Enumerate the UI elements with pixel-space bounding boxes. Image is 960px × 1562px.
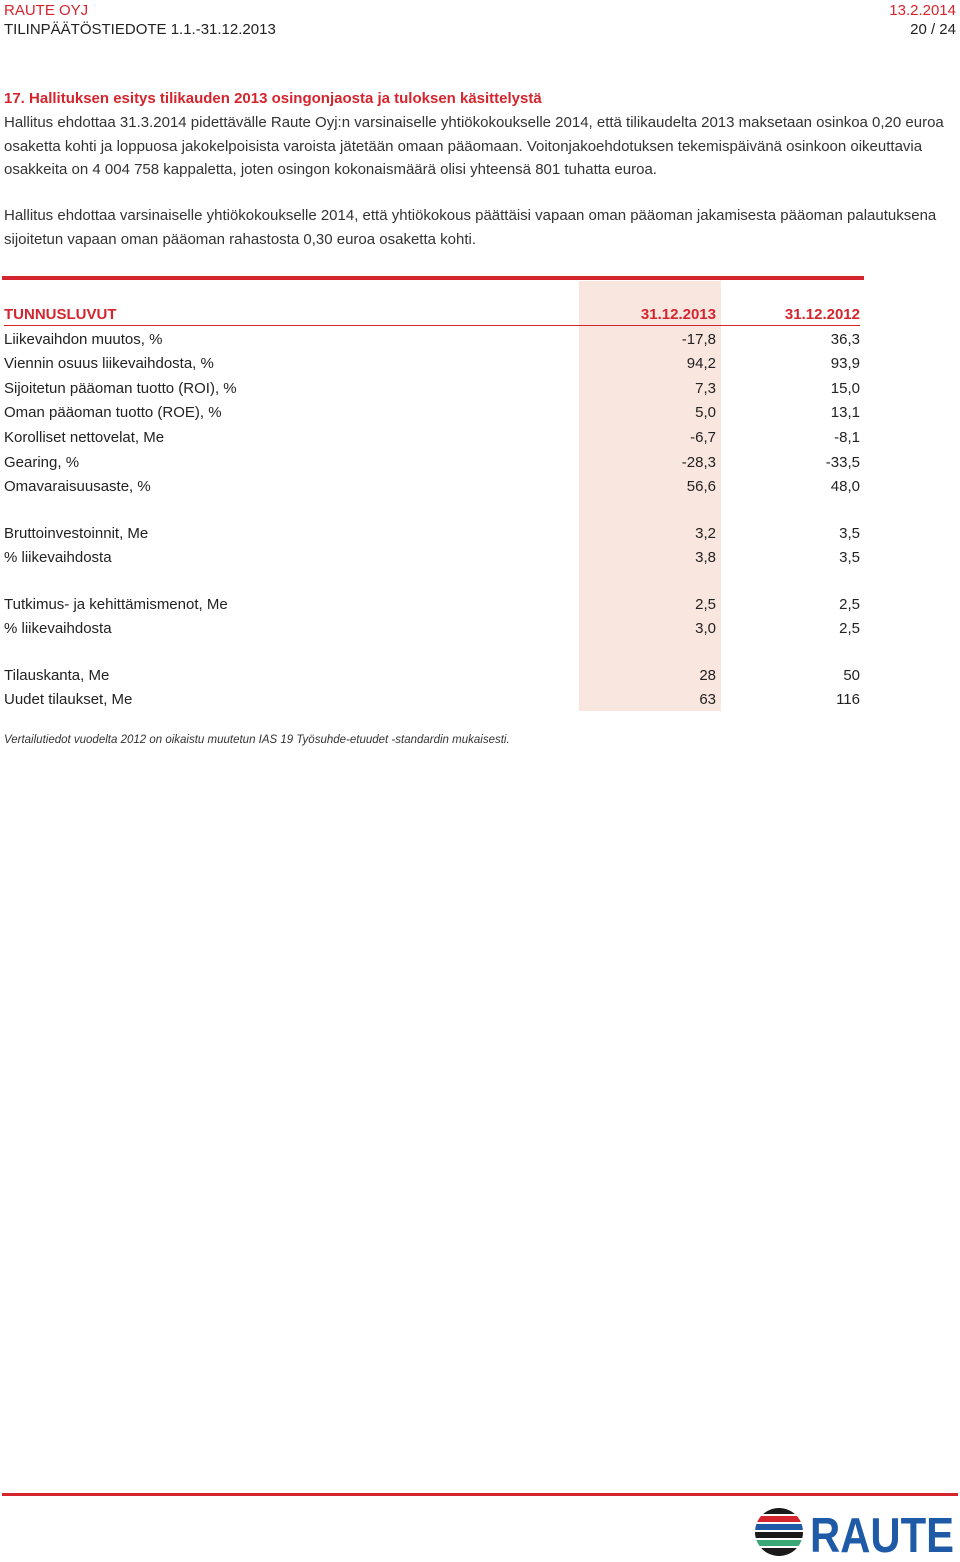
row-label: Tutkimus- ja kehittämismenot, Me <box>4 595 228 613</box>
section-title: 17. Hallituksen esitys tilikauden 2013 osingonjaosta ja tuloksen käsittelystä <box>4 90 542 107</box>
logo-wordmark: RAUTE <box>810 1509 954 1558</box>
report-title: TILINPÄÄTÖSTIEDOTE 1.1.-31.12.2013 <box>4 21 276 38</box>
column-header-2012: 31.12.2012 <box>784 306 860 323</box>
table-header-row <box>4 303 860 328</box>
row-label: % liikevaihdosta <box>4 620 112 638</box>
report-date: 13.2.2014 <box>889 2 956 19</box>
value-2012: 2,5 <box>839 620 860 638</box>
table-row <box>4 352 860 377</box>
column-header-2013: 31.12.2013 <box>640 306 716 323</box>
value-2013: 3,0 <box>695 620 716 638</box>
value-2013: 94,2 <box>686 355 716 373</box>
value-2012: 3,5 <box>839 549 860 567</box>
value-2013: 7,3 <box>695 379 716 397</box>
row-label: Korolliset nettovelat, Me <box>4 428 165 446</box>
row-label: Liikevaihdon muutos, % <box>4 330 163 348</box>
table-row <box>4 401 860 426</box>
value-2013: -6,7 <box>690 428 716 446</box>
value-2013: 28 <box>699 666 716 684</box>
value-2012: 36,3 <box>830 330 860 348</box>
value-2013: 56,6 <box>686 478 716 496</box>
value-2013: 3,2 <box>695 524 716 542</box>
company-name: RAUTE OYJ <box>4 2 89 19</box>
value-2013: 2,5 <box>695 595 716 613</box>
document-header <box>4 1 276 39</box>
value-2012: 50 <box>843 666 860 684</box>
value-2013: 3,8 <box>695 549 716 567</box>
header-underline <box>4 325 860 326</box>
row-label: Gearing, % <box>4 453 80 471</box>
page-number: 20 / 24 <box>910 21 956 38</box>
dividend-proposal-paragraph: Hallitus ehdottaa 31.3.2014 pidettävälle Raute Oyj:n varsinaiselle yhtiökokoukselle 2014, että tilikaudelta 2013 maksetaan osinkoa 0,20 euroa osaketta kohti ja loppuosa jakokelpoisista varoista jätetään omaan pääomaan. Voitonjakoehdotuksen tekemispäivänä osinkoon oikeuttavia osakkeita on 4 004 758 kappaletta, joten osingon kokonaismäärä olisi yhteensä 801 tuhatta euroa. <box>4 114 944 178</box>
group-spacer <box>4 642 860 664</box>
table-row <box>4 328 860 353</box>
capital-return-paragraph: Hallitus ehdottaa varsinaiselle yhtiökokoukselle 2014, että yhtiökokous päättäisi vapaan oman pääoman jakamisesta pääoman palautuksena sijoitetun vapaan oman pääoman rahastosta 0,30 euroa osaketta kohti. <box>4 207 937 248</box>
value-2012: 3,5 <box>839 524 860 542</box>
table-row <box>4 522 860 547</box>
table-row <box>4 546 860 571</box>
table-row <box>4 664 860 689</box>
value-2012: 48,0 <box>830 478 860 496</box>
table-row <box>4 617 860 642</box>
table-title: TUNNUSLUVUT <box>4 306 117 323</box>
value-2013: 5,0 <box>695 404 716 422</box>
value-2012: 15,0 <box>830 379 860 397</box>
row-label: % liikevaihdosta <box>4 549 112 567</box>
row-label: Viennin osuus liikevaihdosta, % <box>4 355 214 373</box>
footer-rule <box>2 1493 958 1496</box>
value-2012: -33,5 <box>825 453 860 471</box>
row-label: Bruttoinvestoinnit, Me <box>4 524 149 542</box>
value-2013: 63 <box>699 691 716 709</box>
group-spacer <box>4 500 860 522</box>
footnote: Vertailutiedot vuodelta 2012 on oikaistu muutetun IAS 19 Työsuhde-etuudet -standardin mukaisesti. <box>4 734 510 746</box>
table-row <box>4 377 860 402</box>
value-2012: -8,1 <box>834 428 860 446</box>
group-spacer <box>4 571 860 593</box>
raute-logo-icon <box>754 1506 956 1558</box>
key-figures-table <box>4 303 860 713</box>
value-2013: -17,8 <box>681 330 716 348</box>
value-2013: -28,3 <box>681 453 716 471</box>
document-header-meta <box>889 1 956 39</box>
value-2012: 13,1 <box>830 404 860 422</box>
table-row <box>4 688 860 713</box>
value-2012: 2,5 <box>839 595 860 613</box>
row-label: Omavaraisuusaste, % <box>4 478 151 496</box>
row-label: Tilauskanta, Me <box>4 666 110 684</box>
table-row <box>4 426 860 451</box>
value-2012: 93,9 <box>830 355 860 373</box>
table-row <box>4 593 860 618</box>
value-2012: 116 <box>836 691 860 709</box>
table-top-rule <box>2 276 864 280</box>
row-label: Oman pääoman tuotto (ROE), % <box>4 404 222 422</box>
row-label: Uudet tilaukset, Me <box>4 691 133 709</box>
row-label: Sijoitetun pääoman tuotto (ROI), % <box>4 379 237 397</box>
table-row <box>4 451 860 476</box>
table-row <box>4 475 860 500</box>
